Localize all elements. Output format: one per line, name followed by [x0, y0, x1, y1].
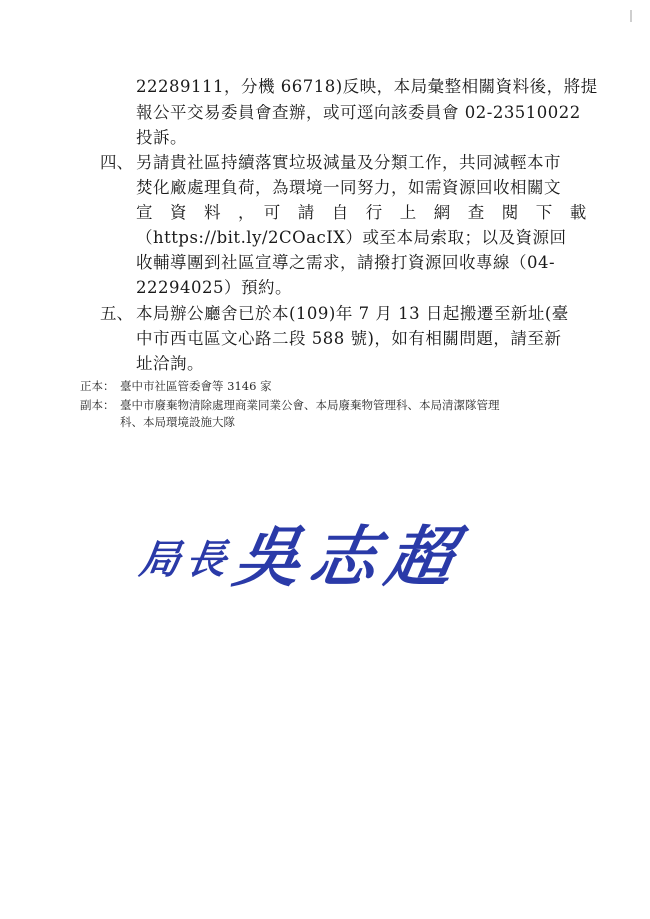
item4-marker: 四、 — [100, 153, 133, 172]
main-recipient-text: 臺中市社區管委會等 3146 家 — [120, 379, 272, 393]
item5-line2: 中市西屯區文心路二段 588 號)，如有相關問題，請至新 — [136, 329, 562, 348]
item4-line2: 焚化廠處理負荷，為環境一同努力，如需資源回收相關文 — [136, 178, 561, 197]
item3-line2: 報公平交易委員會查辦，或可逕向該委員會 02-23510022 — [136, 103, 581, 122]
item5-line3: 址洽詢。 — [136, 354, 204, 373]
item4-line6: 22294025）預約。 — [136, 278, 292, 297]
item3-line3: 投訴。 — [136, 128, 187, 147]
item4-line3: 宣 資 料 ， 可 請 自 行 上 網 查 閱 下 載 — [136, 203, 587, 222]
copy-recipient-line2: 科、本局環境設施大隊 — [120, 415, 235, 429]
main-recipient-label: 正本： — [80, 379, 115, 393]
signature-title: 局長 — [136, 536, 236, 583]
item5-marker: 五、 — [100, 304, 133, 323]
copy-recipient-label: 副本： — [80, 398, 115, 412]
item3-line1: 22289111，分機 66718)反映，本局彙整相關資料後，將提 — [136, 77, 598, 96]
director-signature — [136, 515, 480, 605]
item4-line5: 收輔導團到社區宣導之需求，請撥打資源回收專線（04- — [136, 253, 556, 272]
scan-artifact — [630, 10, 632, 22]
item4-line1: 另請貴社區持續落實垃圾減量及分類工作，共同減輕本市 — [136, 153, 561, 172]
copy-recipient-line1: 臺中市廢棄物清除處理商業同業公會、本局廢棄物管理科、本局清潔隊管理 — [120, 398, 500, 412]
signature-name: 吳志超 — [228, 518, 470, 596]
item4-line4: （https://bit.ly/2COacIX）或至本局索取；以及資源回 — [136, 228, 567, 247]
item5-line1: 本局辦公廳舍已於本(109)年 7 月 13 日起搬遷至新址(臺 — [136, 304, 569, 323]
